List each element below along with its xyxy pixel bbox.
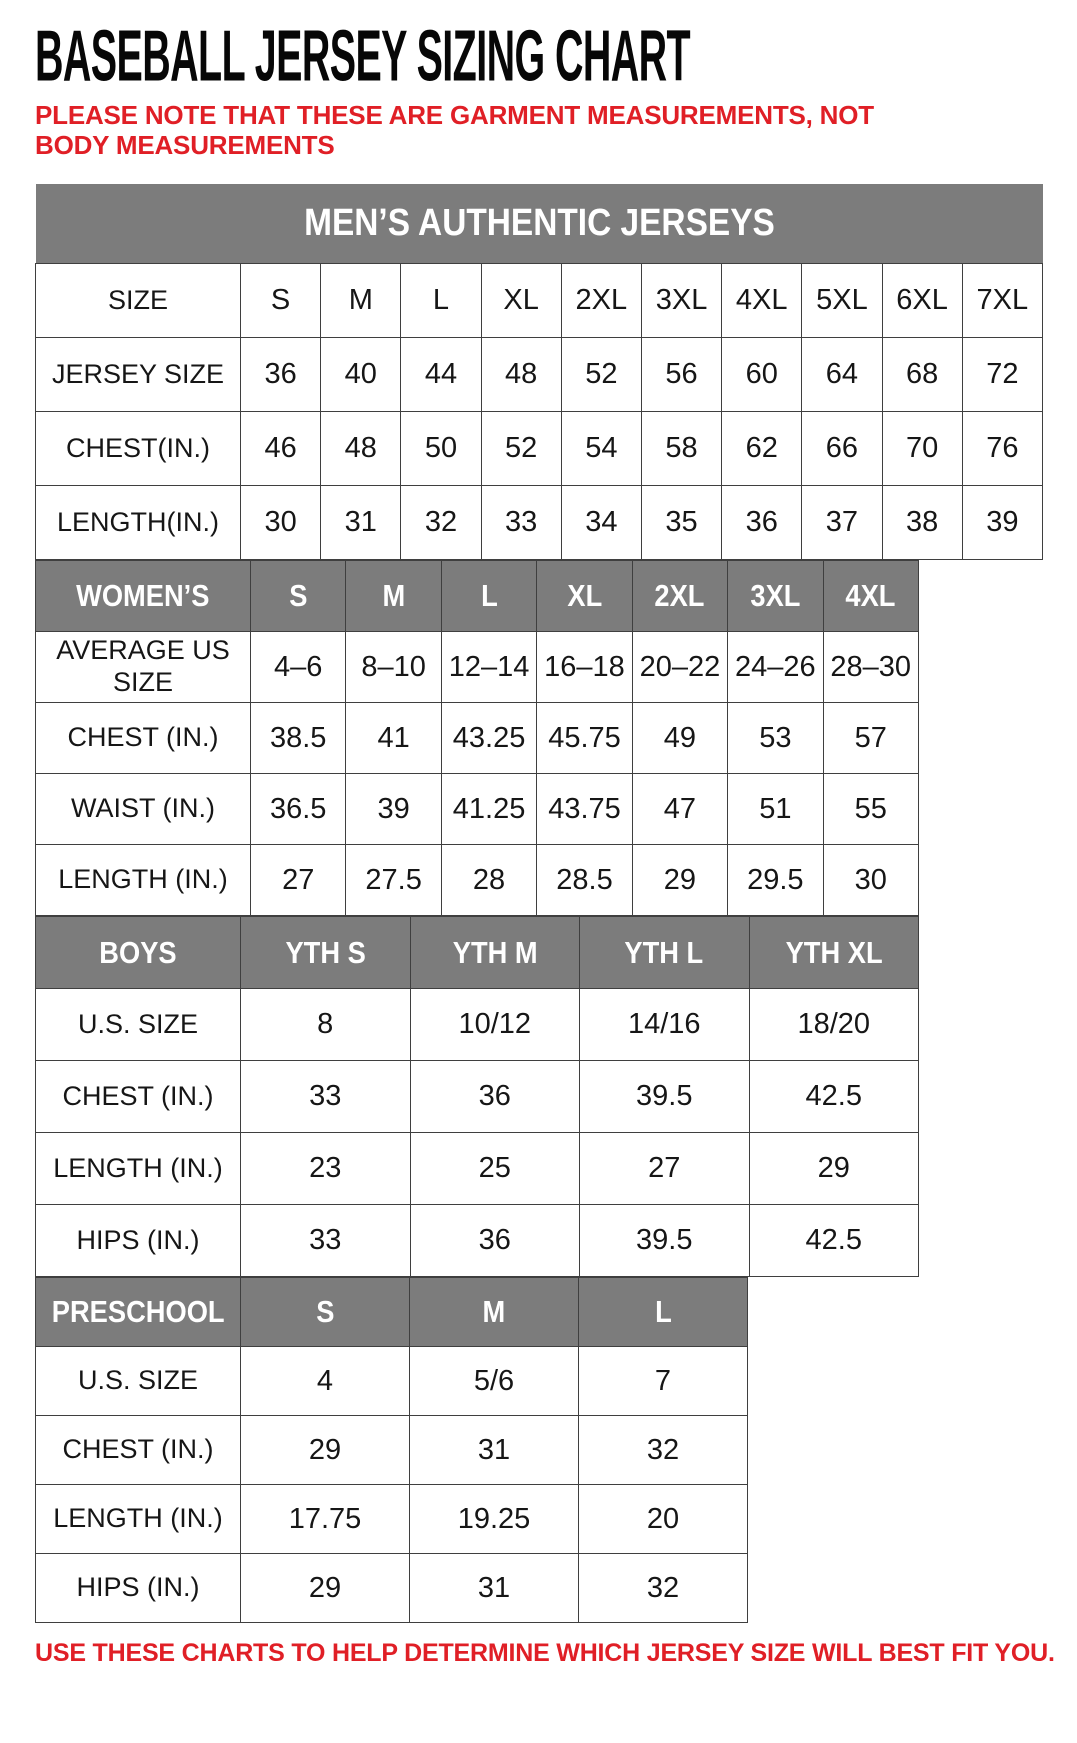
table-cell: 25 bbox=[410, 1133, 580, 1205]
table-cell: 3XL bbox=[641, 264, 721, 338]
row-label: LENGTH(IN.) bbox=[36, 486, 241, 560]
table-cell: 34 bbox=[561, 486, 641, 560]
table-cell: 50 bbox=[401, 412, 481, 486]
table-cell: 49 bbox=[632, 703, 727, 774]
table-cell: 20 bbox=[579, 1485, 748, 1554]
womens-header-label bbox=[36, 561, 251, 632]
table-cell: 44 bbox=[401, 338, 481, 412]
table-cell: 37 bbox=[802, 486, 882, 560]
table-row bbox=[36, 703, 919, 774]
table-cell: 32 bbox=[579, 1416, 748, 1485]
row-label: LENGTH (IN.) bbox=[36, 845, 251, 916]
row-label: HIPS (IN.) bbox=[36, 1205, 241, 1277]
table-cell: 39 bbox=[346, 774, 441, 845]
column-header-text: YTH S bbox=[285, 934, 366, 970]
table-cell: 57 bbox=[823, 703, 918, 774]
table-row bbox=[36, 1485, 748, 1554]
table-cell: 66 bbox=[802, 412, 882, 486]
table-cell: 45.75 bbox=[537, 703, 632, 774]
table-cell: 4XL bbox=[722, 264, 802, 338]
table-cell: 28–30 bbox=[823, 632, 918, 703]
table-cell: 29 bbox=[632, 845, 727, 916]
boys-table-container bbox=[35, 916, 1042, 1277]
table-cell: 46 bbox=[241, 412, 321, 486]
page-title bbox=[35, 15, 1042, 97]
table-cell: 56 bbox=[641, 338, 721, 412]
table-cell: 48 bbox=[481, 338, 561, 412]
table-cell: 52 bbox=[561, 338, 641, 412]
table-row bbox=[36, 845, 919, 916]
table-cell: 7XL bbox=[962, 264, 1042, 338]
womens-table-container bbox=[35, 560, 1042, 916]
row-label: SIZE bbox=[36, 264, 241, 338]
table-cell: 18/20 bbox=[749, 989, 919, 1061]
table-cell: 29 bbox=[241, 1416, 410, 1485]
table-cell: 33 bbox=[241, 1205, 411, 1277]
table-cell: 55 bbox=[823, 774, 918, 845]
column-header bbox=[537, 561, 632, 632]
table-row bbox=[36, 1554, 748, 1623]
table-cell: 51 bbox=[728, 774, 823, 845]
table-cell: 32 bbox=[401, 486, 481, 560]
table-cell: 2XL bbox=[561, 264, 641, 338]
table-cell: 28.5 bbox=[537, 845, 632, 916]
footer-note: USE THESE CHARTS TO HELP DETERMINE WHICH JERSEY SIZE WILL BEST FIT YOU. bbox=[35, 1639, 1055, 1668]
table-row bbox=[36, 264, 1043, 338]
column-header-text: M bbox=[482, 1294, 506, 1330]
column-header bbox=[241, 1278, 410, 1347]
table-cell: 23 bbox=[241, 1133, 411, 1205]
table-cell: 62 bbox=[722, 412, 802, 486]
table-cell: 48 bbox=[321, 412, 401, 486]
column-header-text: XL bbox=[567, 578, 602, 614]
preschool-header-label bbox=[36, 1278, 241, 1347]
row-label: AVERAGE US SIZE bbox=[36, 632, 251, 703]
table-cell: 10/12 bbox=[410, 989, 580, 1061]
table-cell: 68 bbox=[882, 338, 962, 412]
table-cell: 43.75 bbox=[537, 774, 632, 845]
row-label: HIPS (IN.) bbox=[36, 1554, 241, 1623]
table-cell: 27 bbox=[580, 1133, 750, 1205]
table-cell: 58 bbox=[641, 412, 721, 486]
column-header bbox=[346, 561, 441, 632]
table-cell: 5XL bbox=[802, 264, 882, 338]
column-header bbox=[410, 917, 580, 989]
table-cell: 17.75 bbox=[241, 1485, 410, 1554]
table-cell: 29 bbox=[241, 1554, 410, 1623]
table-cell: 31 bbox=[410, 1554, 579, 1623]
table-cell: 27.5 bbox=[346, 845, 441, 916]
column-header-text: M bbox=[382, 578, 405, 614]
column-header-text: L bbox=[654, 1294, 672, 1330]
table-cell: 47 bbox=[632, 774, 727, 845]
row-label: WAIST (IN.) bbox=[36, 774, 251, 845]
table-cell: 4 bbox=[241, 1347, 410, 1416]
table-row bbox=[36, 1133, 919, 1205]
row-label: CHEST (IN.) bbox=[36, 1061, 241, 1133]
garment-measurements-note: PLEASE NOTE THAT THESE ARE GARMENT MEASUREMENTS, NOT BODY MEASUREMENTS bbox=[35, 100, 874, 161]
table-cell: 60 bbox=[722, 338, 802, 412]
table-cell: L bbox=[401, 264, 481, 338]
preschool-header-row bbox=[36, 1278, 748, 1347]
table-cell: XL bbox=[481, 264, 561, 338]
table-cell: 64 bbox=[802, 338, 882, 412]
column-header bbox=[251, 561, 346, 632]
mens-sizing-table bbox=[35, 184, 1043, 560]
table-row bbox=[36, 1061, 919, 1133]
boys-sizing-table bbox=[35, 916, 919, 1277]
table-cell: 36 bbox=[241, 338, 321, 412]
table-cell: 39 bbox=[962, 486, 1042, 560]
table-row bbox=[36, 774, 919, 845]
table-cell: 32 bbox=[579, 1554, 748, 1623]
column-header-text: S bbox=[289, 578, 308, 614]
page-title-text: BASEBALL JERSEY SIZING CHART bbox=[35, 15, 691, 97]
table-cell: 8 bbox=[241, 989, 411, 1061]
table-row bbox=[36, 1205, 919, 1277]
column-header-text: WOMEN’S bbox=[76, 578, 210, 614]
column-header-text: 4XL bbox=[845, 578, 896, 614]
column-header-text: 2XL bbox=[654, 578, 705, 614]
table-cell: 4–6 bbox=[251, 632, 346, 703]
row-label: U.S. SIZE bbox=[36, 989, 241, 1061]
column-header bbox=[410, 1278, 579, 1347]
row-label: U.S. SIZE bbox=[36, 1347, 241, 1416]
table-cell: 14/16 bbox=[580, 989, 750, 1061]
table-cell: 52 bbox=[481, 412, 561, 486]
table-cell: 42.5 bbox=[749, 1061, 919, 1133]
table-cell: 12–14 bbox=[441, 632, 536, 703]
column-header bbox=[441, 561, 536, 632]
table-row bbox=[36, 412, 1043, 486]
table-cell: 7 bbox=[579, 1347, 748, 1416]
table-cell: 16–18 bbox=[537, 632, 632, 703]
row-label: JERSEY SIZE bbox=[36, 338, 241, 412]
column-header-text: YTH M bbox=[452, 934, 538, 970]
womens-sizing-table bbox=[35, 560, 919, 916]
table-cell: 29 bbox=[749, 1133, 919, 1205]
column-header bbox=[749, 917, 919, 989]
table-cell: 31 bbox=[410, 1416, 579, 1485]
table-cell: 53 bbox=[728, 703, 823, 774]
table-cell: 36 bbox=[722, 486, 802, 560]
table-cell: 29.5 bbox=[728, 845, 823, 916]
table-cell: 42.5 bbox=[749, 1205, 919, 1277]
table-cell: S bbox=[241, 264, 321, 338]
table-cell: 19.25 bbox=[410, 1485, 579, 1554]
table-row bbox=[36, 632, 919, 703]
row-label: CHEST (IN.) bbox=[36, 1416, 241, 1485]
table-row bbox=[36, 1416, 748, 1485]
table-cell: 30 bbox=[241, 486, 321, 560]
table-cell: 54 bbox=[561, 412, 641, 486]
boys-header-label bbox=[36, 917, 241, 989]
table-cell: 72 bbox=[962, 338, 1042, 412]
table-cell: 20–22 bbox=[632, 632, 727, 703]
table-cell: 27 bbox=[251, 845, 346, 916]
table-cell: 24–26 bbox=[728, 632, 823, 703]
row-label: LENGTH (IN.) bbox=[36, 1133, 241, 1205]
table-row bbox=[36, 1347, 748, 1416]
table-cell: 33 bbox=[481, 486, 561, 560]
table-cell: 31 bbox=[321, 486, 401, 560]
table-cell: 70 bbox=[882, 412, 962, 486]
column-header-text: S bbox=[315, 1294, 335, 1330]
column-header-text: 3XL bbox=[750, 578, 801, 614]
column-header bbox=[580, 917, 750, 989]
table-cell: 38.5 bbox=[251, 703, 346, 774]
table-row bbox=[36, 338, 1043, 412]
table-cell: 39.5 bbox=[580, 1205, 750, 1277]
mens-banner-text: MEN’S AUTHENTIC JERSEYS bbox=[303, 202, 775, 245]
table-cell: 36 bbox=[410, 1061, 580, 1133]
table-cell: 30 bbox=[823, 845, 918, 916]
table-cell: 41.25 bbox=[441, 774, 536, 845]
column-header bbox=[632, 561, 727, 632]
table-cell: 39.5 bbox=[580, 1061, 750, 1133]
mens-table-container bbox=[35, 184, 1042, 560]
row-label: LENGTH (IN.) bbox=[36, 1485, 241, 1554]
womens-header-row bbox=[36, 561, 919, 632]
table-cell: 35 bbox=[641, 486, 721, 560]
column-header-text: BOYS bbox=[99, 934, 177, 970]
table-cell: 41 bbox=[346, 703, 441, 774]
table-cell: 8–10 bbox=[346, 632, 441, 703]
table-cell: 38 bbox=[882, 486, 962, 560]
column-header-text: YTH L bbox=[624, 934, 704, 970]
table-row bbox=[36, 486, 1043, 560]
table-cell: 36.5 bbox=[251, 774, 346, 845]
mens-banner bbox=[36, 184, 1043, 264]
column-header-text: PRESCHOOL bbox=[51, 1294, 225, 1330]
table-cell: 6XL bbox=[882, 264, 962, 338]
table-cell: 5/6 bbox=[410, 1347, 579, 1416]
column-header bbox=[579, 1278, 748, 1347]
column-header bbox=[241, 917, 411, 989]
column-header-text: YTH XL bbox=[785, 934, 883, 970]
table-cell: 43.25 bbox=[441, 703, 536, 774]
table-cell: 33 bbox=[241, 1061, 411, 1133]
column-header bbox=[823, 561, 918, 632]
table-cell: 40 bbox=[321, 338, 401, 412]
preschool-sizing-table bbox=[35, 1277, 748, 1623]
table-cell: 76 bbox=[962, 412, 1042, 486]
row-label: CHEST(IN.) bbox=[36, 412, 241, 486]
boys-header-row bbox=[36, 917, 919, 989]
row-label: CHEST (IN.) bbox=[36, 703, 251, 774]
table-cell: 28 bbox=[441, 845, 536, 916]
preschool-table-container bbox=[35, 1277, 1042, 1623]
column-header bbox=[728, 561, 823, 632]
table-row bbox=[36, 989, 919, 1061]
table-cell: 36 bbox=[410, 1205, 580, 1277]
column-header-text: L bbox=[480, 578, 498, 614]
table-cell: M bbox=[321, 264, 401, 338]
